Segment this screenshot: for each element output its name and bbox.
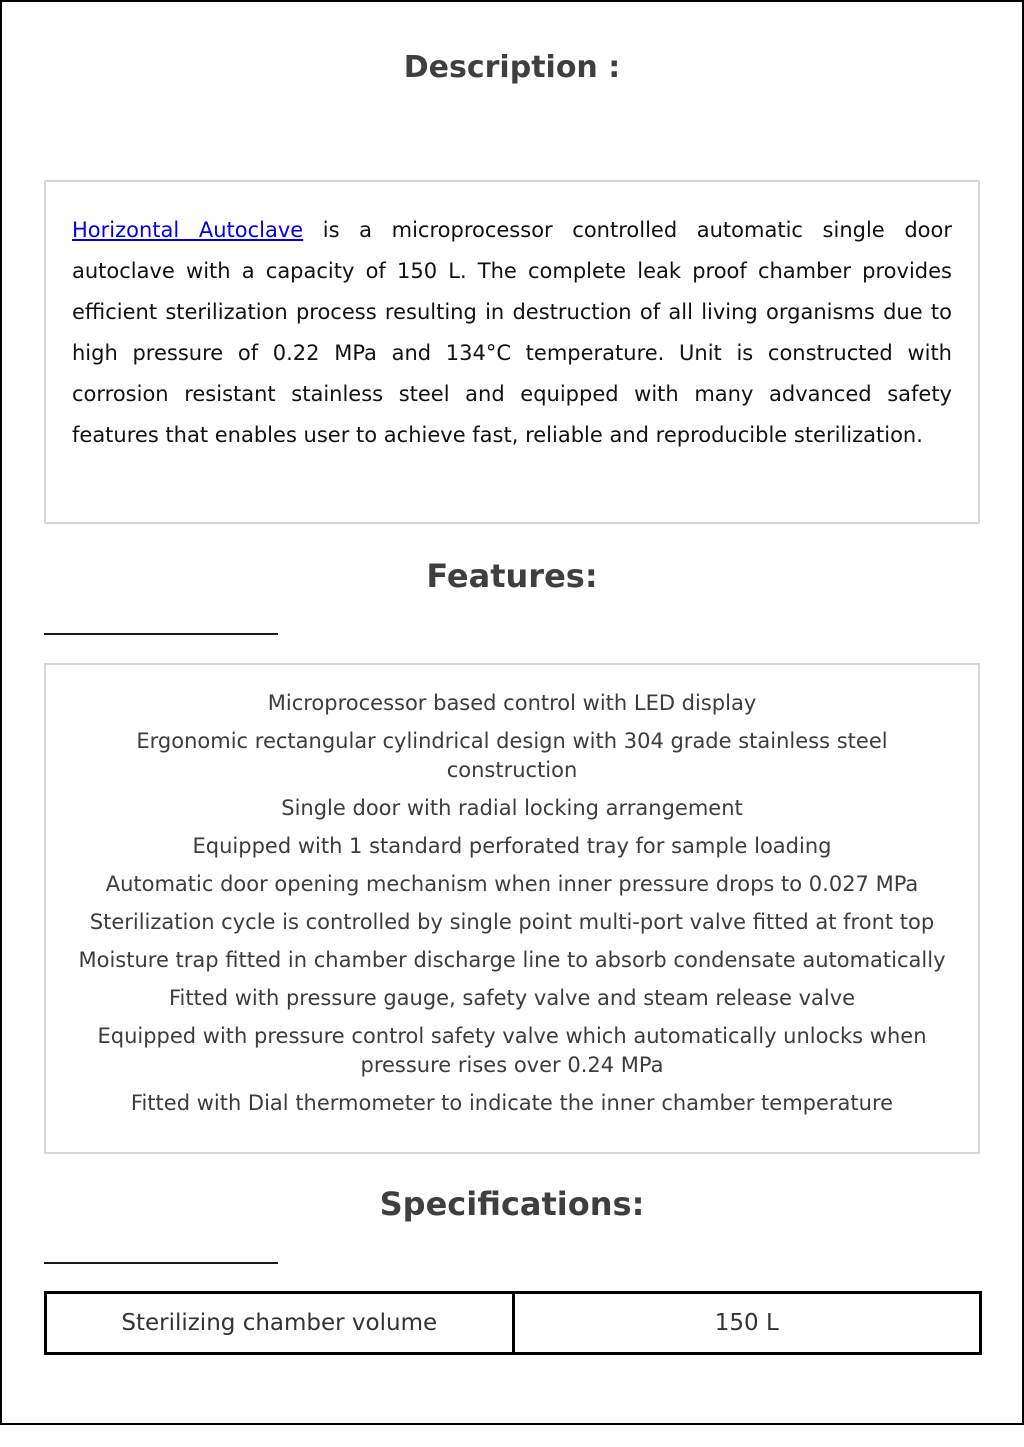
specifications-heading: Specifications:: [379, 1185, 645, 1223]
description-heading: Description :: [403, 50, 621, 85]
feature-item: Fitted with Dial thermometer to indicate the inner chamber temperature: [130, 1091, 894, 1115]
spec-label-cell: Sterilizing chamber volume: [46, 1293, 514, 1354]
feature-item: Fitted with pressure gauge, safety valve and steam release valve: [168, 986, 856, 1010]
specifications-table: [44, 1291, 982, 1355]
features-divider: [44, 633, 278, 635]
horizontal-autoclave-link[interactable]: Horizontal Autoclave: [72, 218, 304, 242]
feature-item: Moisture trap fitted in chamber discharge line to absorb condensate automatically: [78, 948, 946, 972]
feature-item: Single door with radial locking arrangement: [281, 796, 743, 820]
description-box: [44, 180, 980, 524]
feature-item: Sterilization cycle is controlled by single point multi-port valve fitted at front top: [89, 910, 935, 934]
features-list: [46, 689, 978, 1118]
description-paragraph: [72, 210, 952, 456]
features-heading: Features:: [426, 557, 598, 595]
table-row: [46, 1293, 981, 1354]
feature-item: Ergonomic rectangular cylindrical design with 304 grade stainless steel construction: [136, 729, 888, 782]
feature-item: Microprocessor based control with LED display: [267, 691, 757, 715]
feature-item: Equipped with 1 standard perforated tray for sample loading: [192, 834, 832, 858]
specifications-divider: [44, 1262, 278, 1264]
description-body: is a microprocessor controlled automatic single door autoclave with a capacity of 150 L. The complete leak proof chamber provides efficient sterilization process resulting in destruction of all living organisms due to high pressure of 0.22 MPa and 134°C temperature. Unit is constructed with corrosion resistant stainless steel and equipped with many advanced safety features that enables user to achieve fast, reliable and reproducible sterilization.: [72, 218, 952, 447]
spec-value-cell: 150 L: [513, 1293, 981, 1354]
feature-item: Equipped with pressure control safety valve which automatically unlocks when pressure rises over 0.24 MPa: [97, 1024, 927, 1077]
feature-item: Automatic door opening mechanism when inner pressure drops to 0.027 MPa: [105, 872, 919, 896]
features-box: [44, 663, 980, 1154]
